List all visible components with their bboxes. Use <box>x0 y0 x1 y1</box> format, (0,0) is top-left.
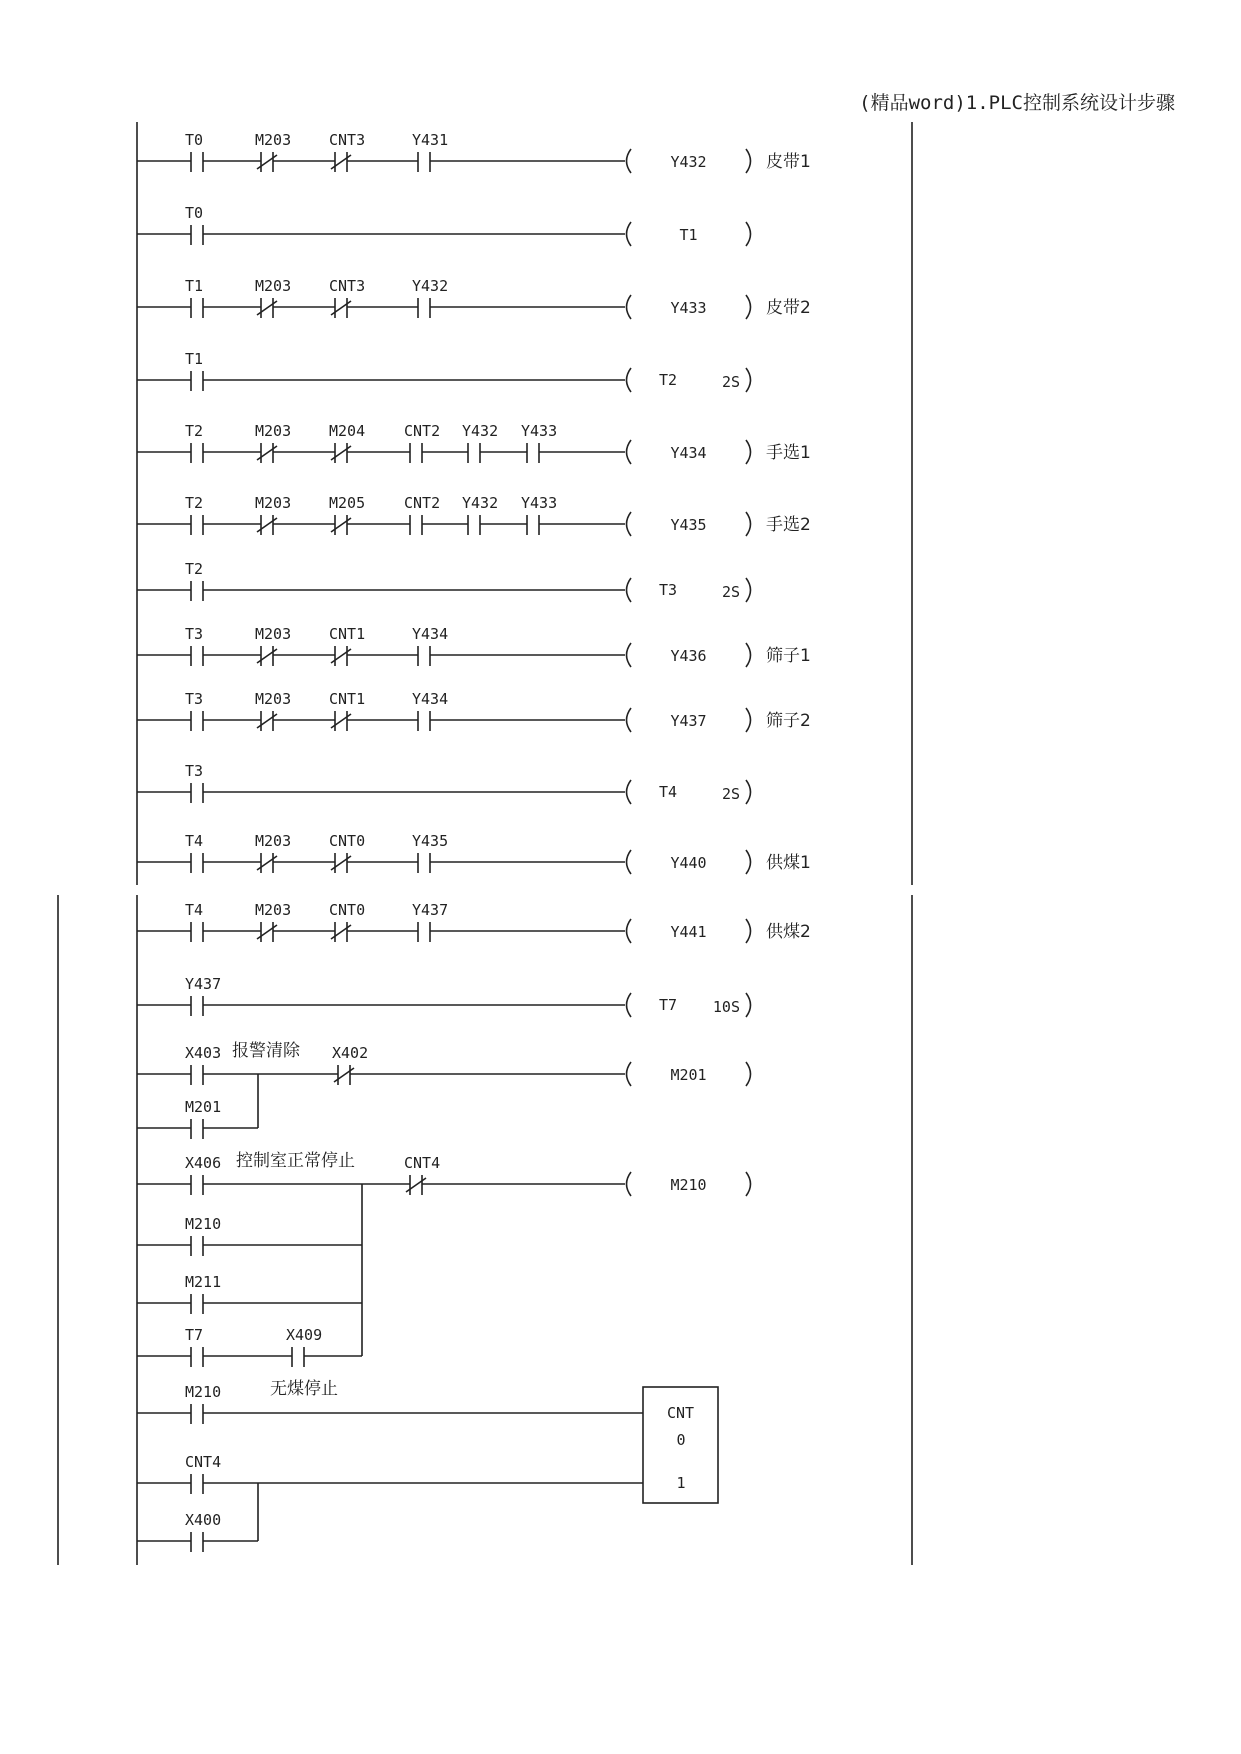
contact-label: T2 <box>185 494 204 512</box>
contact-label: CNT3 <box>329 277 366 295</box>
contact-cnt4-nc <box>404 1154 440 1195</box>
coil-t7 <box>627 993 751 1017</box>
contact-label: T0 <box>185 131 204 149</box>
coil-y434 <box>627 440 811 464</box>
coil-label: T3 <box>659 581 678 599</box>
contact-slash <box>257 301 277 315</box>
contact-label: M201 <box>185 1098 222 1116</box>
contact-cnt1-nc <box>329 690 365 731</box>
coil-right-arc <box>746 850 751 874</box>
contact-label: T1 <box>185 350 204 368</box>
coil-right-arc <box>746 368 751 392</box>
coil-t2 <box>627 368 751 392</box>
coil-left-arc <box>627 708 632 732</box>
contact-slash <box>406 1178 426 1192</box>
contact-label: T7 <box>185 1326 204 1344</box>
contact-slash <box>257 155 277 169</box>
contact-x400-no <box>185 1511 221 1552</box>
coil-label: Y437 <box>670 712 707 730</box>
contact-label: Y431 <box>412 131 449 149</box>
contact-m210-no <box>185 1215 221 1256</box>
coil-right-arc <box>746 708 751 732</box>
contact-label: CNT1 <box>329 690 366 708</box>
coil-y433 <box>627 295 811 319</box>
coil-param: 2S <box>721 373 740 391</box>
coil-m201 <box>627 1062 751 1086</box>
contact-label: CNT4 <box>185 1453 222 1471</box>
contact-m203-nc <box>255 131 291 172</box>
contact-slash <box>331 925 351 939</box>
coil-label: Y440 <box>670 854 707 872</box>
coil-left-arc <box>627 919 632 943</box>
contact-label: CNT3 <box>329 131 366 149</box>
contact-slash <box>334 1068 354 1082</box>
coil-left-arc <box>627 993 632 1017</box>
contact-label: M211 <box>185 1273 222 1291</box>
contact-t2-no <box>185 422 203 463</box>
contact-t0-no <box>185 131 203 172</box>
contact-label: M203 <box>255 901 292 919</box>
contact-label: M203 <box>255 625 292 643</box>
contact-m210-no <box>185 1383 221 1424</box>
stop-branch-note: 控制室正常停止 <box>236 1151 355 1171</box>
coil-right-arc <box>746 1062 751 1086</box>
contact-label: Y437 <box>185 975 222 993</box>
contact-label: M203 <box>255 494 292 512</box>
counter-number: 0 <box>676 1431 686 1449</box>
contact-label: M203 <box>255 832 292 850</box>
contact-label: M205 <box>329 494 366 512</box>
coil-t1 <box>627 222 751 246</box>
coil-right-arc <box>746 1172 751 1196</box>
contact-m203-nc <box>255 494 291 535</box>
coil-comment: 筛子2 <box>766 711 811 731</box>
contact-label: X406 <box>185 1154 222 1172</box>
contact-label: M203 <box>255 422 292 440</box>
coil-left-arc <box>627 578 632 602</box>
contact-label: Y437 <box>412 901 449 919</box>
coil-left-arc <box>627 1172 632 1196</box>
coil-right-arc <box>746 919 751 943</box>
contact-label: T3 <box>185 690 204 708</box>
contact-cnt2-no <box>404 494 440 535</box>
coil-comment: 供煤1 <box>766 853 811 873</box>
stop-after-note: 无煤停止 <box>270 1379 338 1399</box>
contact-t7-no <box>185 1326 203 1367</box>
contact-label: T2 <box>185 560 204 578</box>
contact-label: X400 <box>185 1511 222 1529</box>
coil-y432 <box>627 149 811 173</box>
contact-m201-no <box>185 1098 221 1139</box>
coil-label: Y441 <box>670 923 707 941</box>
counter-preset: 1 <box>676 1474 686 1492</box>
contact-slash <box>331 155 351 169</box>
contact-label: CNT0 <box>329 832 366 850</box>
contact-y432-no <box>412 277 448 318</box>
contact-slash <box>331 714 351 728</box>
latch-start-note: 报警清除 <box>232 1041 300 1061</box>
contact-slash <box>257 856 277 870</box>
contact-m205-nc <box>329 494 365 535</box>
contact-t0-no <box>185 204 203 245</box>
contact-slash <box>331 518 351 532</box>
contact-x402-nc <box>332 1044 368 1085</box>
contact-label: Y432 <box>412 277 449 295</box>
contact-label: M203 <box>255 277 292 295</box>
contact-label: T1 <box>185 277 204 295</box>
coil-y440 <box>627 850 811 874</box>
contact-slash <box>257 714 277 728</box>
contact-t4-no <box>185 832 203 873</box>
coil-left-arc <box>627 440 632 464</box>
coil-left-arc <box>627 222 632 246</box>
counter-box <box>643 1387 718 1503</box>
contact-y437-no <box>412 901 448 942</box>
coil-label: Y435 <box>670 516 707 534</box>
coil-t3 <box>627 578 751 602</box>
coil-right-arc <box>746 578 751 602</box>
contact-label: T3 <box>185 762 204 780</box>
contact-label: Y433 <box>521 422 558 440</box>
contact-label: Y434 <box>412 625 449 643</box>
coil-comment: 筛子1 <box>766 646 811 666</box>
coil-label: T2 <box>659 371 678 389</box>
contact-label: M203 <box>255 690 292 708</box>
coil-comment: 皮带1 <box>766 152 811 172</box>
coil-comment: 皮带2 <box>766 298 811 318</box>
counter-name: CNT <box>666 1404 695 1422</box>
coil-label: Y433 <box>670 299 707 317</box>
contact-label: X403 <box>185 1044 222 1062</box>
coil-left-arc <box>627 1062 632 1086</box>
contact-cnt4-no <box>185 1453 221 1494</box>
contact-label: M203 <box>255 131 292 149</box>
contact-label: X402 <box>332 1044 369 1062</box>
contact-label: T0 <box>185 204 204 222</box>
contact-t2-no <box>185 560 203 601</box>
contact-slash <box>257 446 277 460</box>
contact-cnt3-nc <box>329 277 365 318</box>
contact-slash <box>331 301 351 315</box>
coil-t4 <box>627 780 751 804</box>
coil-left-arc <box>627 780 632 804</box>
contact-t4-no <box>185 901 203 942</box>
contact-label: CNT1 <box>329 625 366 643</box>
contact-y431-no <box>412 131 448 172</box>
coil-label: T7 <box>659 996 678 1014</box>
contact-m203-nc <box>255 277 291 318</box>
contact-t3-no <box>185 690 203 731</box>
contact-label: CNT2 <box>404 494 441 512</box>
contact-slash <box>331 856 351 870</box>
contact-slash <box>257 925 277 939</box>
contact-label: T4 <box>185 832 204 850</box>
contact-slash <box>257 518 277 532</box>
contact-label: M204 <box>329 422 366 440</box>
coil-right-arc <box>746 222 751 246</box>
contact-slash <box>331 446 351 460</box>
coil-right-arc <box>746 295 751 319</box>
contact-y433-no <box>521 494 557 535</box>
contact-label: M210 <box>185 1383 222 1401</box>
contact-label: T2 <box>185 422 204 440</box>
contact-t3-no <box>185 625 203 666</box>
contact-label: CNT2 <box>404 422 441 440</box>
coil-m210 <box>627 1172 751 1196</box>
contact-x409-no <box>286 1326 322 1367</box>
coil-param: 2S <box>721 583 740 601</box>
contact-label: Y435 <box>412 832 449 850</box>
contact-x406-no <box>185 1154 221 1195</box>
coil-y436 <box>627 643 811 667</box>
coil-label: Y432 <box>670 153 707 171</box>
coil-right-arc <box>746 440 751 464</box>
contact-x403-no <box>185 1044 221 1085</box>
contact-t1-no <box>185 350 203 391</box>
contact-label: M210 <box>185 1215 222 1233</box>
page-header: (精品word)1.PLC控制系统设计步骤 <box>859 92 1175 114</box>
contact-t3-no <box>185 762 203 803</box>
coil-comment: 手选2 <box>766 515 811 535</box>
coil-left-arc <box>627 643 632 667</box>
coil-y435 <box>627 512 811 536</box>
contact-y432-no <box>462 494 498 535</box>
contact-y435-no <box>412 832 448 873</box>
contact-label: Y434 <box>412 690 449 708</box>
coil-label: M210 <box>670 1176 707 1194</box>
contact-cnt2-no <box>404 422 440 463</box>
contact-label: CNT4 <box>404 1154 441 1172</box>
coil-right-arc <box>746 993 751 1017</box>
coil-right-arc <box>746 780 751 804</box>
contact-m203-nc <box>255 625 291 666</box>
coil-param: 10S <box>712 998 740 1016</box>
contact-y432-no <box>462 422 498 463</box>
coil-left-arc <box>627 149 632 173</box>
contact-label: X409 <box>286 1326 323 1344</box>
coil-y437 <box>627 708 811 732</box>
contact-y433-no <box>521 422 557 463</box>
coil-left-arc <box>627 368 632 392</box>
contact-t1-no <box>185 277 203 318</box>
contact-m203-nc <box>255 832 291 873</box>
coil-right-arc <box>746 643 751 667</box>
contact-m203-nc <box>255 422 291 463</box>
contact-m203-nc <box>255 690 291 731</box>
coil-param: 2S <box>721 785 740 803</box>
coil-comment: 手选1 <box>766 443 811 463</box>
contact-m211-no <box>185 1273 221 1314</box>
coil-left-arc <box>627 295 632 319</box>
contact-label: Y432 <box>462 422 499 440</box>
contact-slash <box>331 649 351 663</box>
coil-left-arc <box>627 512 632 536</box>
coil-right-arc <box>746 149 751 173</box>
contact-label: Y433 <box>521 494 558 512</box>
coil-label: T4 <box>659 783 678 801</box>
contact-y434-no <box>412 625 448 666</box>
contact-m203-nc <box>255 901 291 942</box>
contact-cnt1-nc <box>329 625 365 666</box>
contact-label: CNT0 <box>329 901 366 919</box>
contact-t2-no <box>185 494 203 535</box>
contact-y434-no <box>412 690 448 731</box>
counter-rung <box>137 1387 718 1541</box>
contact-cnt0-nc <box>329 901 365 942</box>
coil-label: M201 <box>670 1066 707 1084</box>
coil-label: Y436 <box>670 647 707 665</box>
contact-slash <box>257 649 277 663</box>
contact-cnt0-nc <box>329 832 365 873</box>
coil-right-arc <box>746 512 751 536</box>
coil-comment: 供煤2 <box>766 922 811 942</box>
coil-left-arc <box>627 850 632 874</box>
coil-label: Y434 <box>670 444 707 462</box>
coil-label: T1 <box>679 226 698 244</box>
coil-y441 <box>627 919 811 943</box>
contact-cnt3-nc <box>329 131 365 172</box>
contact-label: Y432 <box>462 494 499 512</box>
contact-label: T4 <box>185 901 204 919</box>
contact-y437-no <box>185 975 221 1016</box>
contact-label: T3 <box>185 625 204 643</box>
contact-m204-nc <box>329 422 365 463</box>
